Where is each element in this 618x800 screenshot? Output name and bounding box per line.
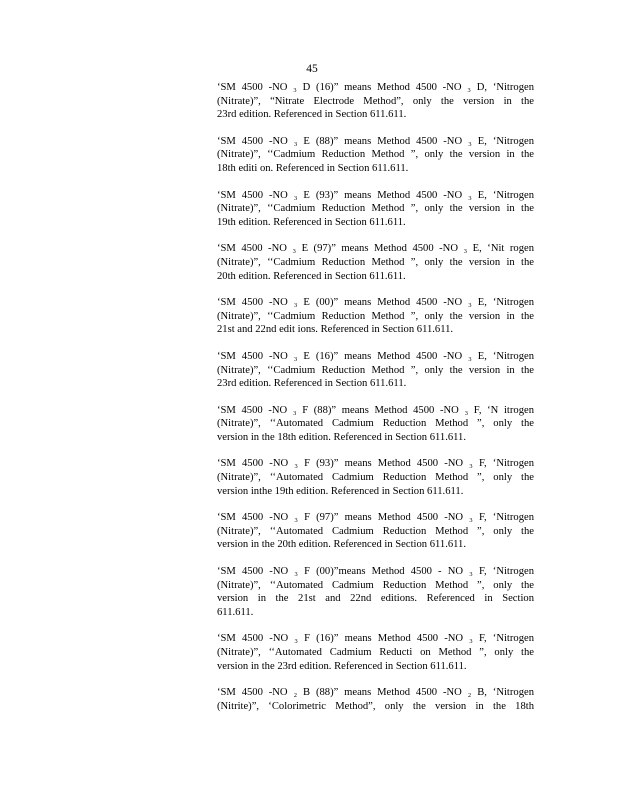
text-line: version in the 23rd edition. Referenced in Section 611.611. xyxy=(217,660,467,672)
text-line: 23rd edition. Referenced in Section 611.611. xyxy=(217,378,407,390)
text-line: ‘SM 4500 -NO ₃ E (93)” means Method 4500 -NO ₃ E, ‘Nitrogen xyxy=(217,189,534,201)
definition-entry xyxy=(217,565,534,619)
text-line: version inthe 19th edition. Referenced in Section 611.611. xyxy=(217,485,464,497)
text-line: (Nitrate)”, ‘‘Automated Cadmium Reduction Method ”, only the xyxy=(217,418,534,430)
text-line: ‘SM 4500 -NO ₂ B (88)” means Method 4500 -NO ₂ B, ‘Nitrogen xyxy=(217,687,534,699)
definition-entry xyxy=(217,242,534,283)
text-line: ‘SM 4500 -NO ₃ D (16)” means Method 4500 -NO ₃ D, ‘Nitrogen xyxy=(217,82,534,93)
text-line: ‘SM 4500 -NO ₃ F (97)” means Method 4500 -NO ₃ F, ‘Nitrogen xyxy=(217,512,534,524)
text-line: ‘SM 4500 -NO ₃ E (16)” means Method 4500 -NO ₃ E, ‘Nitrogen xyxy=(217,350,534,362)
definition-entry xyxy=(217,135,534,176)
text-line: 20th edition. Referenced in Section 611.611. xyxy=(217,270,406,282)
text-line: 23rd edition. Referenced in Section 611.611. xyxy=(217,109,407,121)
definition-entry xyxy=(217,296,534,337)
text-line: (Nitrate)”, ‘‘Cadmium Reduction Method ”, only the version in the xyxy=(217,256,534,268)
text-line: 19th edition. Referenced in Section 611.611. xyxy=(217,216,406,228)
text-line: (Nitrate)”, ‘‘Cadmium Reduction Method ”, only the version in the xyxy=(217,364,534,376)
text-line: (Nitrate)”, ‘‘Cadmium Reduction Method ”, only the version in the xyxy=(217,310,534,322)
definition-entry xyxy=(217,404,534,445)
text-line: ‘SM 4500 -NO ₃ F (88)” means Method 4500 -NO ₃ F, ‘N itrogen xyxy=(217,404,534,416)
text-line: ‘SM 4500 -NO ₃ E (97)” means Method 4500 -NO ₃ E, ‘Nit rogen xyxy=(217,243,534,255)
text-line: (Nitrate)”, ‘‘Automated Cadmium Reduction Method ”, only the xyxy=(217,579,534,591)
text-line: 18th editi on. Referenced in Section 611.611. xyxy=(217,162,409,174)
definition-entry xyxy=(217,457,534,498)
text-line: (Nitrate)”, ‘‘Automated Cadmium Reducti on Method ”, only the xyxy=(217,647,534,658)
definition-entry xyxy=(217,632,534,673)
text-line: 21st and 22nd edit ions. Referenced in Section 611.611. xyxy=(217,324,454,336)
document-body xyxy=(217,81,534,726)
definition-entry xyxy=(217,686,534,713)
text-line: (Nitrate)”, ‘‘Automated Cadmium Reduction Method ”, only the xyxy=(217,525,534,537)
text-line: ‘SM 4500 -NO ₃ E (00)” means Method 4500 -NO ₃ E, ‘Nitrogen xyxy=(217,297,534,309)
text-line: (Nitrite)”, ‘Colorimetric Method”, only the version in the 18th xyxy=(217,700,534,712)
definition-entry xyxy=(217,189,534,230)
text-line: (Nitrate)”, “Nitrate Electrode Method”, only the version in the xyxy=(217,95,534,107)
text-line: (Nitrate)”, ‘‘Cadmium Reduction Method ”, only the version in the xyxy=(217,149,534,161)
page-number: 45 xyxy=(306,63,318,75)
text-line: (Nitrate)”, ‘‘Automated Cadmium Reduction Method ”, only the xyxy=(217,472,534,484)
text-line: ‘SM 4500 -NO ₃ F (16)” means Method 4500 -NO ₃ F, ‘Nitrogen xyxy=(217,633,534,645)
text-line: version in the 18th edition. Referenced in Section 611.611. xyxy=(217,431,466,443)
text-line: 611.611. xyxy=(217,606,254,618)
definition-entry xyxy=(217,81,534,122)
definition-entry xyxy=(217,350,534,391)
text-line: version in the 20th edition. Referenced in Section 611.611. xyxy=(217,539,466,551)
text-line: ‘SM 4500 -NO ₃ E (88)” means Method 4500 -NO ₃ E, ‘Nitrogen xyxy=(217,135,534,147)
text-line: ‘SM 4500 -NO ₃ F (00)”means Method 4500 - NO ₃ F, ‘Nitrogen xyxy=(217,566,534,578)
text-line: version in the 21st and 22nd editions. Referenced in Section xyxy=(217,593,534,605)
text-line: (Nitrate)”, ‘‘Cadmium Reduction Method ”, only the version in the xyxy=(217,203,534,215)
definition-entry xyxy=(217,511,534,552)
text-line: ‘SM 4500 -NO ₃ F (93)” means Method 4500 -NO ₃ F, ‘Nitrogen xyxy=(217,458,534,470)
